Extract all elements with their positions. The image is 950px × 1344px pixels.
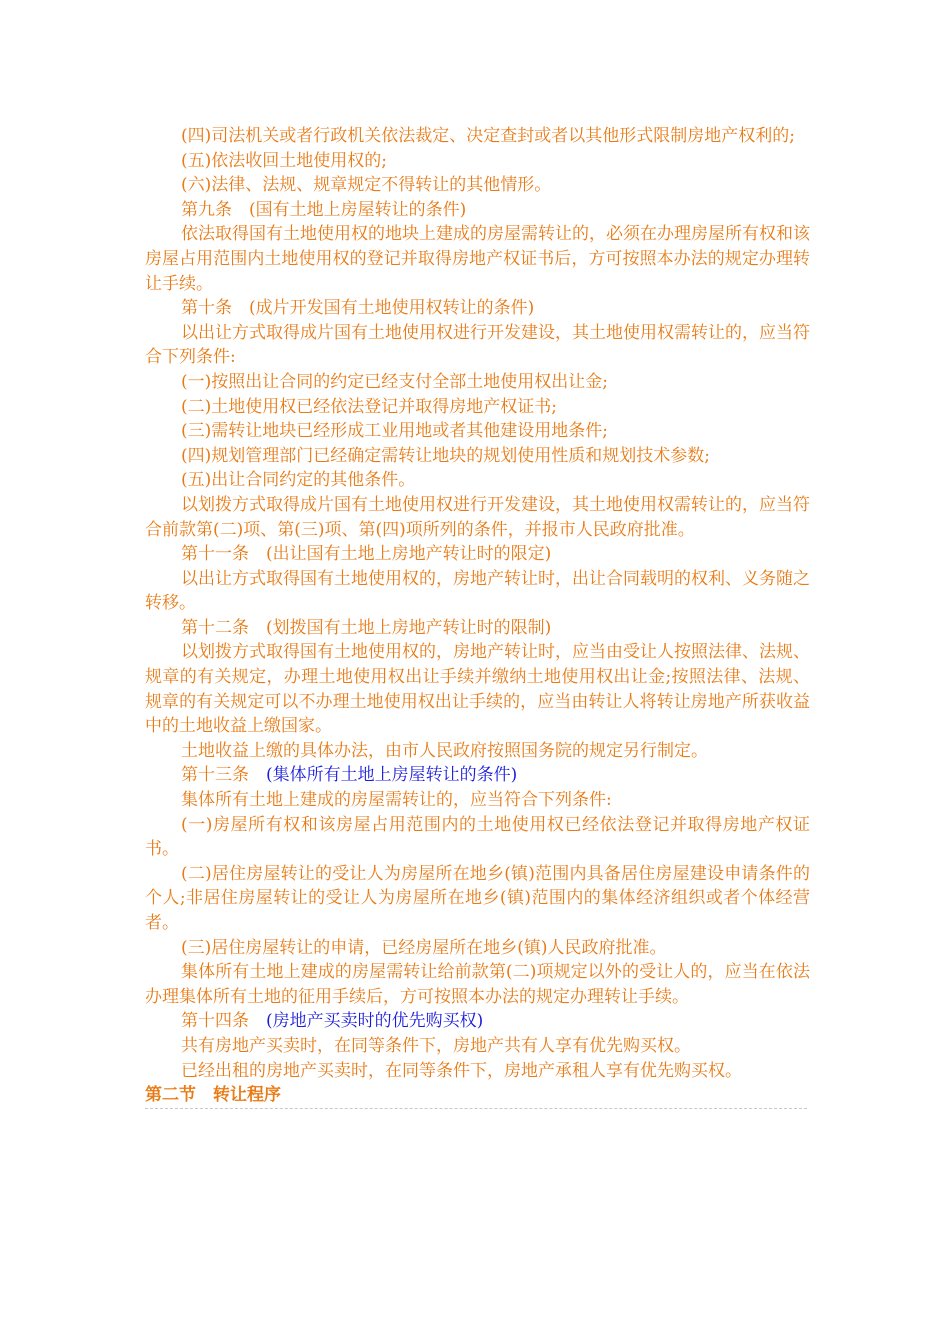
- paragraph: 集体所有土地上建成的房屋需转让给前款第(二)项规定以外的受让人的，应当在依法办理集体所有土地的征用手续后，方可按照本办法的规定办理转让手续。: [145, 962, 810, 1007]
- article-number: 第十一条: [181, 544, 249, 565]
- paragraph: (二)居住房屋转让的受让人为房屋所在地乡(镇)范围内具备居住房屋建设申请条件的个人;非居住房屋转让的受让人为房屋所在地乡(镇)范围内的集体经济组织或者个体经营者。: [145, 863, 810, 933]
- article-number: 第十二条: [181, 617, 249, 638]
- article-heading: [145, 542, 810, 567]
- article-heading: [145, 1009, 810, 1034]
- article-heading: [145, 296, 810, 321]
- paragraph: 以出让方式取得成片国有土地使用权进行开发建设，其土地使用权需转让的，应当符合下列条件:: [145, 322, 810, 368]
- section-heading: 第二节 转让程序: [145, 1083, 807, 1109]
- paragraph: (五)出让合同约定的其他条件。: [181, 470, 416, 491]
- paragraph: (四)规划管理部门已经确定需转让地块的规划使用性质和规划技术参数;: [181, 445, 710, 466]
- paragraph: (五)依法收回土地使用权的;: [181, 150, 387, 171]
- article-title: (房地产买卖时的优先购买权): [266, 1011, 484, 1032]
- paragraph: 以出让方式取得国有土地使用权的，房地产转让时，出让合同载明的权利、义务随之转移。: [145, 568, 810, 614]
- paragraph: 依法取得国有土地使用权的地块上建成的房屋需转让的，必须在办理房屋所有权和该房屋占用范围内土地使用权的登记并取得房地产权证书后，方可按照本办法的规定办理转让手续。: [145, 224, 810, 294]
- paragraph: 集体所有土地上建成的房屋需转让的，应当符合下列条件:: [181, 790, 612, 811]
- paragraph: 土地收益上缴的具体办法，由市人民政府按照国务院的规定另行制定。: [181, 740, 708, 761]
- article-number: 第九条: [181, 199, 232, 220]
- paragraph: 共有房地产买卖时，在同等条件下，房地产共有人享有优先购买权。: [181, 1035, 691, 1056]
- article-title: (成片开发国有土地使用权转让的条件): [249, 298, 535, 319]
- paragraph: (一)按照出让合同的约定已经支付全部土地使用权出让金;: [181, 371, 608, 392]
- paragraph: (三)需转让地块已经形成工业用地或者其他建设用地条件;: [181, 421, 608, 442]
- paragraph: (一)房屋所有权和该房屋占用范围内的土地使用权已经依法登记并取得房地产权证书。: [145, 814, 810, 860]
- article-title: (出让国有土地上房地产转让时的限定): [266, 544, 552, 565]
- article-title: (划拨国有土地上房地产转让时的限制): [266, 617, 552, 638]
- article-number: 第十条: [181, 298, 232, 319]
- paragraph: (二)土地使用权已经依法登记并取得房地产权证书;: [181, 396, 557, 417]
- paragraph: (六)法律、法规、规章规定不得转让的其他情形。: [181, 175, 552, 196]
- article-number: 第十四条: [181, 1011, 249, 1032]
- paragraph: (四)司法机关或者行政机关依法裁定、决定查封或者以其他形式限制房地产权利的;: [181, 126, 795, 146]
- paragraph: (三)居住房屋转让的申请，已经房屋所在地乡(镇)人民政府批准。: [181, 937, 667, 958]
- article-heading: [145, 198, 810, 223]
- article-heading: [145, 763, 810, 788]
- paragraph: 已经出租的房地产买卖时，在同等条件下，房地产承租人享有优先购买权。: [181, 1060, 742, 1081]
- paragraph: 以划拨方式取得成片国有土地使用权进行开发建设，其土地使用权需转让的，应当符合前款第(二)项、第(三)项、第(四)项所列的条件，并报市人民政府批准。: [145, 494, 810, 540]
- document-body: [145, 124, 810, 1109]
- paragraph: 以划拨方式取得国有土地使用权的，房地产转让时，应当由受让人按照法律、法规、规章的有关规定，办理土地使用权出让手续并缴纳土地使用权出让金;按照法律、法规、规章的有关规定可以不办理土地使用权出让手续的，应当由转让人将转让房地产所获收益中的土地收益上缴国家。: [145, 642, 810, 737]
- article-heading: [145, 616, 810, 641]
- article-number: 第十三条: [181, 765, 249, 786]
- article-title: (国有土地上房屋转让的条件): [249, 199, 467, 220]
- article-title: (集体所有土地上房屋转让的条件): [266, 765, 518, 786]
